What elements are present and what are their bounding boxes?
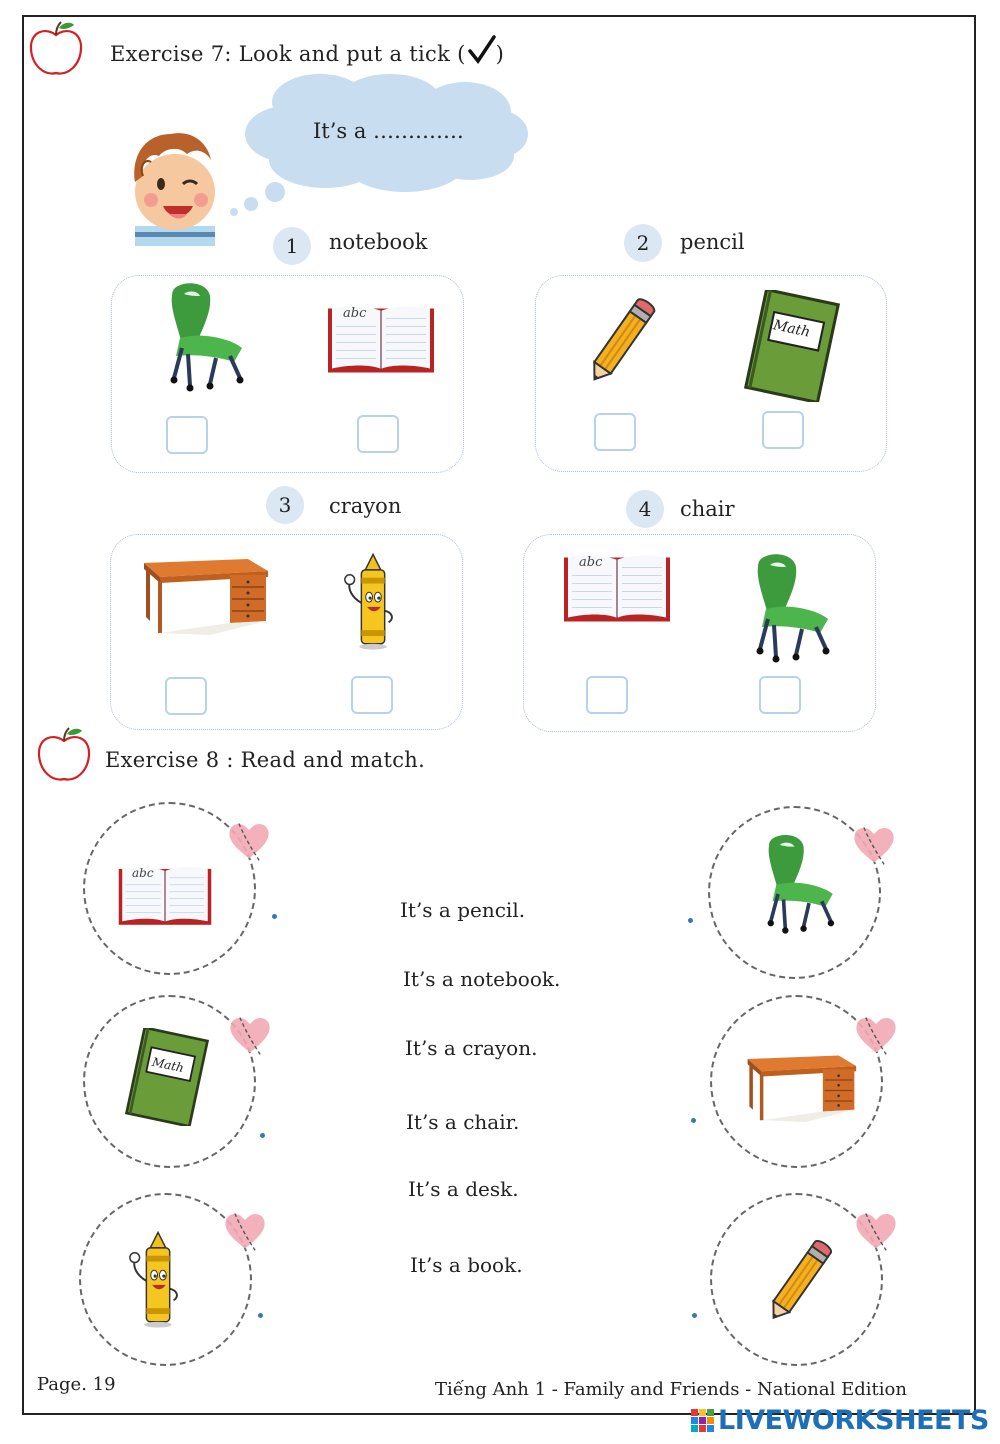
match-sentence-4[interactable]: It’s a chair. xyxy=(406,1110,520,1134)
apple-icon xyxy=(26,18,86,80)
match-dot-left-1[interactable] xyxy=(272,914,277,919)
tick-box-4a[interactable] xyxy=(586,676,628,714)
heart-icon xyxy=(222,1208,268,1254)
item-word-3: crayon xyxy=(329,494,402,518)
book-label: abc xyxy=(579,555,603,570)
exercise7-title-text: Exercise 7: Look and put a tick ( xyxy=(110,42,466,66)
item-word-2: pencil xyxy=(680,230,745,254)
item-number-3: 3 xyxy=(266,486,304,524)
match-dot-left-2[interactable] xyxy=(260,1133,265,1138)
chair-picture xyxy=(746,550,836,666)
match-sentence-3[interactable]: It’s a crayon. xyxy=(405,1036,538,1060)
desk-picture xyxy=(744,1052,858,1122)
boy-illustration xyxy=(125,126,225,246)
desk-picture xyxy=(140,554,270,636)
match-dot-right-3[interactable] xyxy=(692,1313,697,1318)
match-sentence-1[interactable]: It’s a pencil. xyxy=(400,898,526,922)
tick-box-4b[interactable] xyxy=(759,676,801,714)
pencil-picture xyxy=(572,290,672,390)
tick-box-3b[interactable] xyxy=(351,676,393,714)
match-sentence-6[interactable]: It’s a book. xyxy=(410,1253,523,1277)
speech-text: It’s a …………. xyxy=(313,119,464,143)
exercise8-title: Exercise 8 : Read and match. xyxy=(105,748,426,772)
book-label: abc xyxy=(343,306,367,321)
math-label: Math xyxy=(150,1054,186,1076)
pencil-picture xyxy=(752,1232,848,1328)
thought-cloud xyxy=(225,72,535,222)
math-label: Math xyxy=(771,317,812,341)
page-number: Page. 19 xyxy=(37,1374,116,1395)
liveworksheets-brand[interactable]: LIVEWORKSHEETS xyxy=(718,1405,989,1436)
math-book-picture xyxy=(122,1028,212,1126)
apple-icon xyxy=(34,724,94,786)
liveworksheets-logo-icon xyxy=(690,1408,716,1434)
tick-box-1b[interactable] xyxy=(357,415,399,453)
crayon-picture xyxy=(125,1230,193,1328)
heart-icon xyxy=(227,1012,273,1058)
heart-icon xyxy=(851,822,897,868)
chair-picture xyxy=(758,833,840,935)
heart-icon xyxy=(226,818,272,864)
item-word-1: notebook xyxy=(329,230,428,254)
book-label: abc xyxy=(132,866,154,880)
chair-picture xyxy=(160,282,250,392)
tick-box-3a[interactable] xyxy=(165,677,207,715)
item-number-4: 4 xyxy=(626,490,664,528)
item-number-1: 1 xyxy=(273,227,311,265)
match-dot-right-1[interactable] xyxy=(688,918,693,923)
tick-box-2b[interactable] xyxy=(762,411,804,449)
book-title: Tiếng Anh 1 - Family and Friends - National Edition xyxy=(435,1379,907,1400)
exercise7-title-end: ) xyxy=(495,42,505,66)
tick-box-2a[interactable] xyxy=(594,413,636,451)
match-sentence-2[interactable]: It’s a notebook. xyxy=(403,967,561,991)
exercise7-title xyxy=(110,35,504,66)
crayon-picture xyxy=(340,552,408,650)
math-book-picture xyxy=(737,290,847,402)
heart-icon xyxy=(853,1208,899,1254)
tick-box-1a[interactable] xyxy=(166,416,208,454)
match-sentence-5[interactable]: It’s a desk. xyxy=(408,1177,519,1201)
match-dot-left-3[interactable] xyxy=(258,1313,263,1318)
checkmark-icon xyxy=(466,35,496,65)
heart-icon xyxy=(853,1012,899,1058)
match-dot-right-2[interactable] xyxy=(691,1118,696,1123)
item-word-4: chair xyxy=(680,497,735,521)
item-number-2: 2 xyxy=(624,224,662,262)
